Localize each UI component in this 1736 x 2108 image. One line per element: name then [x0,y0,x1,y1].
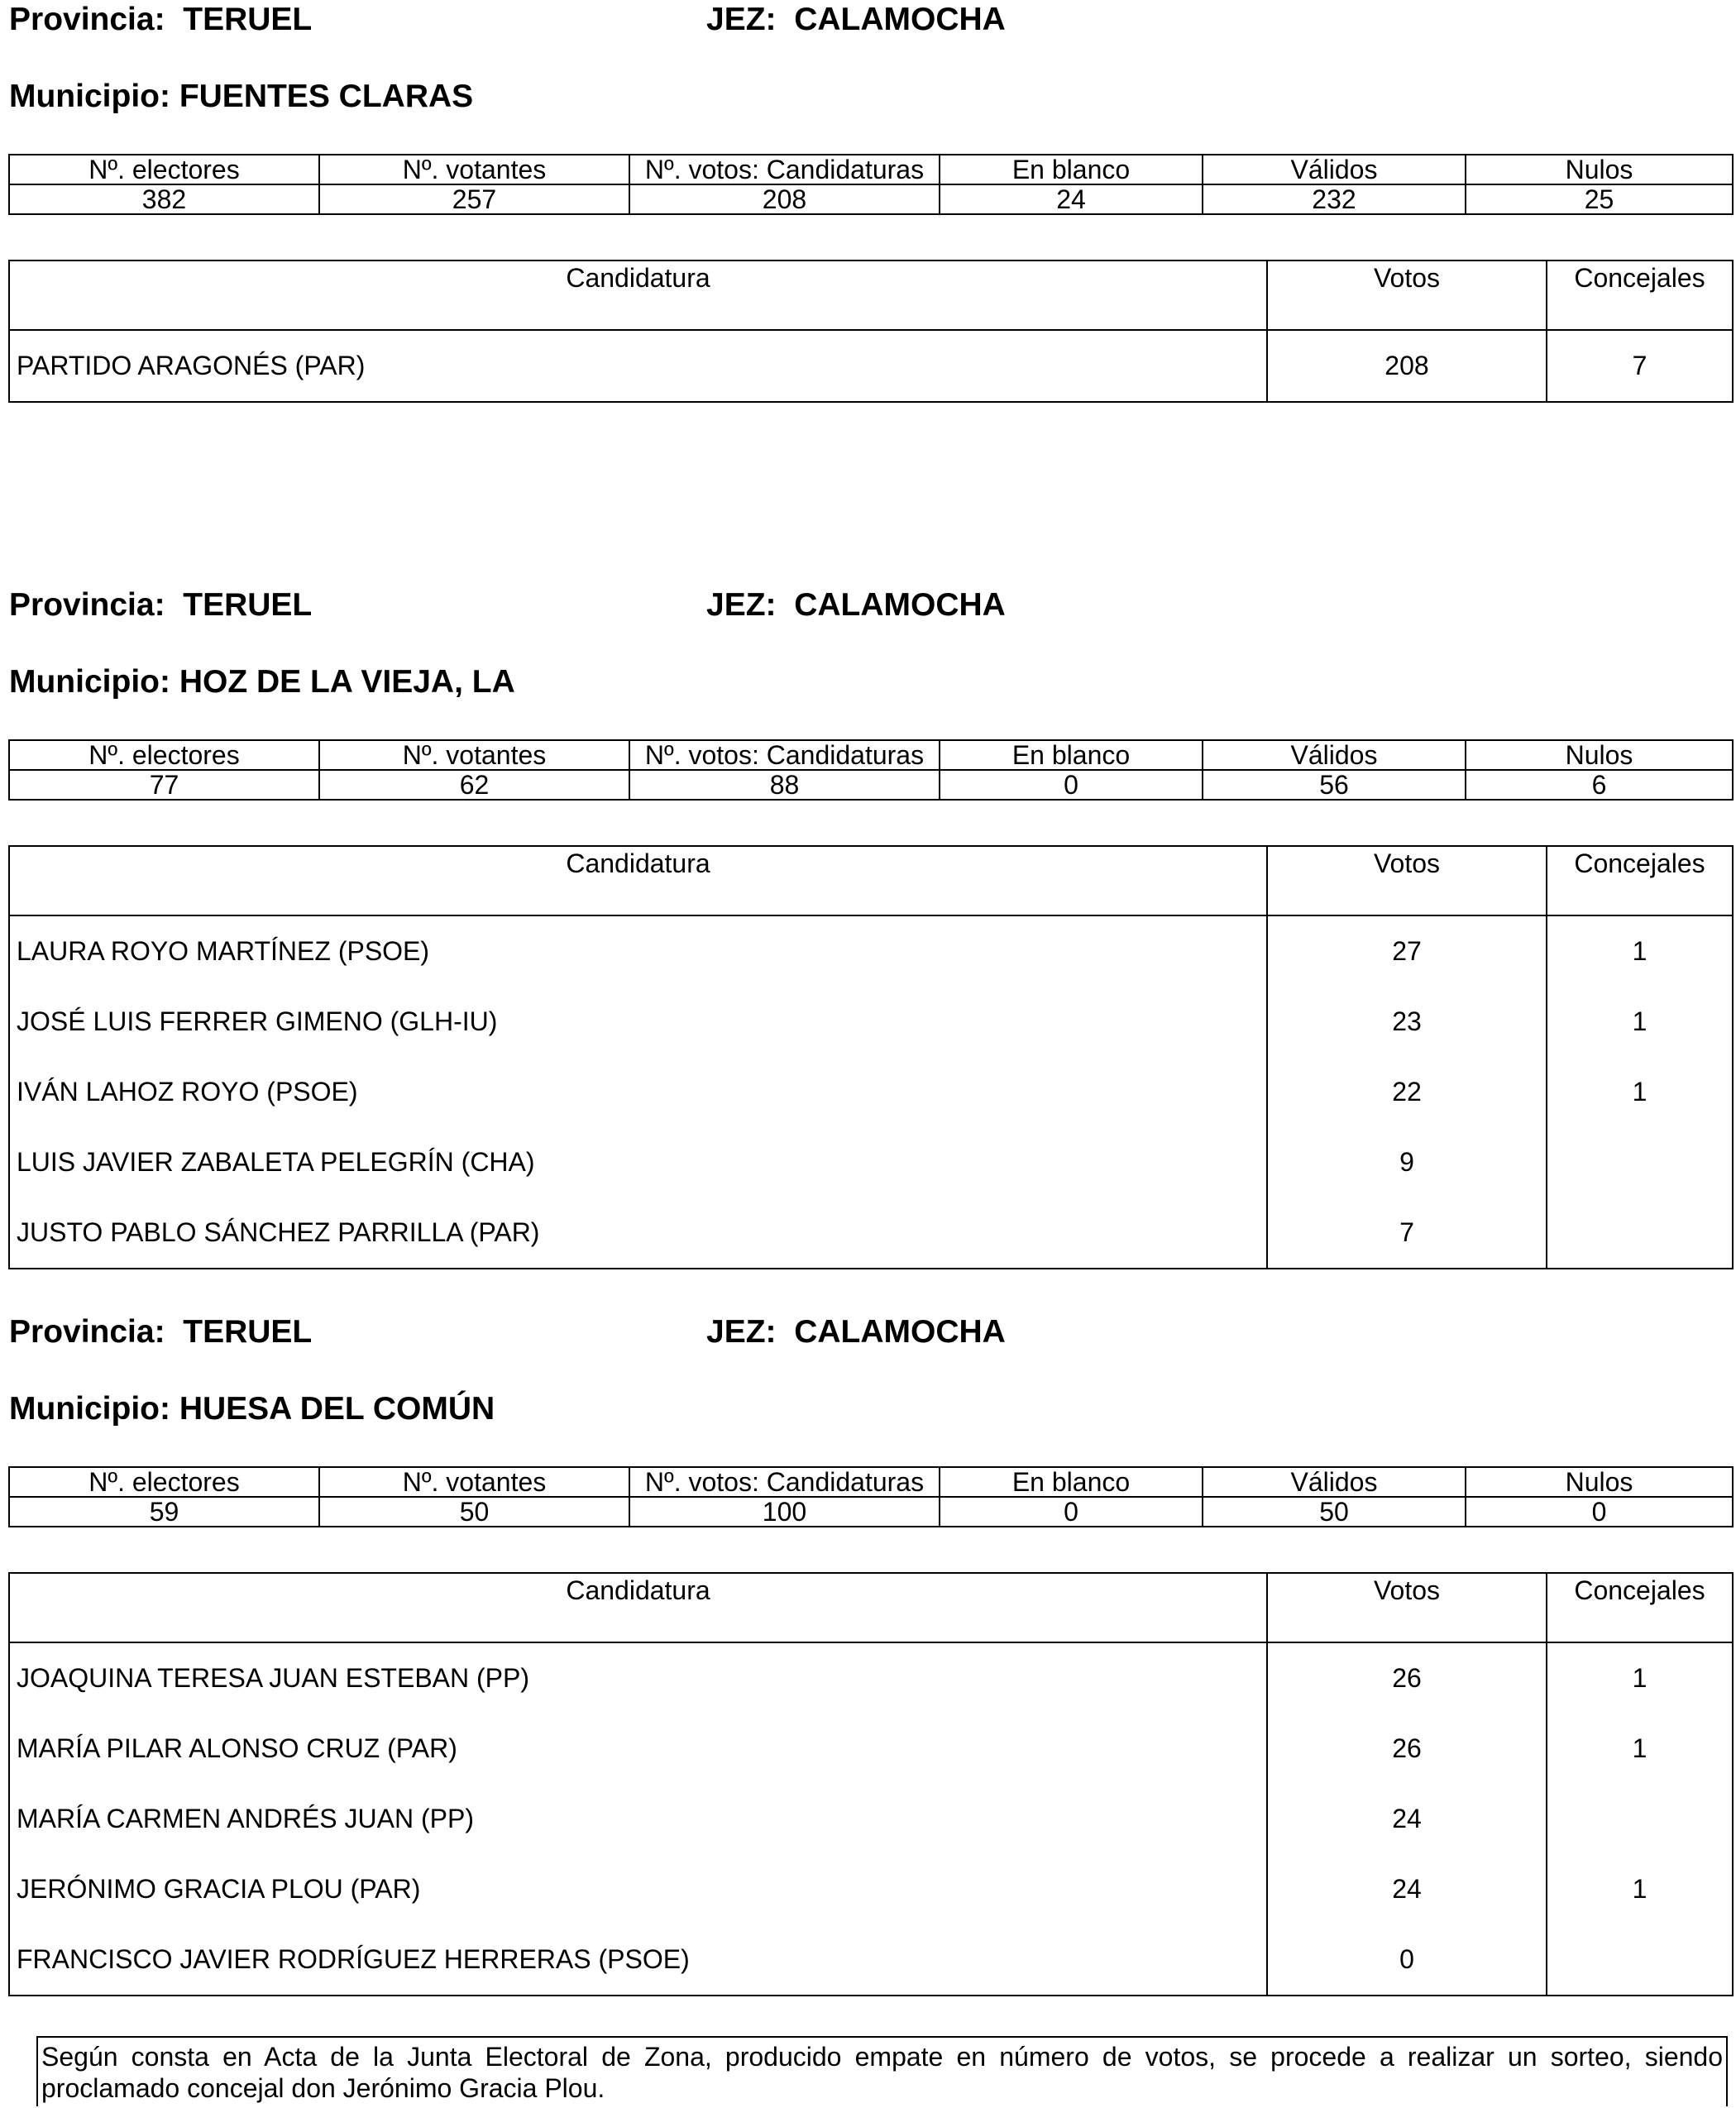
candidaturas-header-row [9,1573,1733,1642]
stats-header-cell: Nº. votantes [319,1467,629,1497]
jez-heading: JEZ: CALAMOCHA [706,2,1006,37]
stats-value-cell: 88 [629,770,940,800]
candidatura-votos: 7 [1267,1197,1547,1269]
candidatura-concejales [1547,1127,1733,1197]
table-row [9,1057,1733,1127]
candidatura-name: MARÍA CARMEN ANDRÉS JUAN (PP) [9,1784,1267,1854]
candidaturas-table [8,1572,1734,1996]
table-row [9,1127,1733,1197]
candidatura-name: JOAQUINA TERESA JUAN ESTEBAN (PP) [9,1642,1267,1714]
table-row [9,915,1733,987]
stats-header-cell: Nº. votos: Candidaturas [629,1467,940,1497]
stats-table [8,154,1734,215]
candidatura-concejales: 1 [1547,1714,1733,1784]
stats-value-cell: 6 [1466,770,1733,800]
candidatura-votos: 23 [1267,987,1547,1057]
candidatura-concejales: 1 [1547,1642,1733,1714]
stats-value-cell: 257 [319,184,629,214]
stats-table [8,1466,1734,1527]
candidatura-votos: 22 [1267,1057,1547,1127]
candidatura-name: MARÍA PILAR ALONSO CRUZ (PAR) [9,1714,1267,1784]
candidatura-votos: 208 [1267,330,1547,402]
candidatura-votos: 9 [1267,1127,1547,1197]
candidatura-name: LUIS JAVIER ZABALETA PELEGRÍN (CHA) [9,1127,1267,1197]
candidatura-votos: 24 [1267,1854,1547,1924]
stats-value-row [9,770,1733,800]
stats-header-row [9,740,1733,770]
sorteo-note [36,2036,1728,2106]
stats-value-row [9,184,1733,214]
candidatura-votos: 24 [1267,1784,1547,1854]
candidatura-header: Candidatura [9,1573,1267,1642]
stats-value-cell: 382 [9,184,319,214]
candidatura-name: FRANCISCO JAVIER RODRÍGUEZ HERRERAS (PSOE) [9,1924,1267,1996]
stats-header-cell: Válidos [1203,740,1466,770]
votos-header: Votos [1267,261,1547,330]
municipio-heading: Municipio: HOZ DE LA VIEJA, LA [9,664,515,700]
candidatura-votos: 26 [1267,1642,1547,1714]
candidaturas-table [8,260,1734,403]
stats-header-cell: Nº. votos: Candidaturas [629,740,940,770]
table-row [9,1854,1733,1924]
jez-heading: JEZ: CALAMOCHA [706,587,1006,623]
candidatura-votos: 0 [1267,1924,1547,1996]
stats-value-cell: 56 [1203,770,1466,800]
stats-value-cell: 25 [1466,184,1733,214]
votos-header: Votos [1267,846,1547,915]
concejales-header: Concejales [1547,1573,1733,1642]
table-row [9,987,1733,1057]
votos-header: Votos [1267,1573,1547,1642]
stats-value-cell: 0 [1466,1497,1733,1527]
provincia-heading: Provincia: TERUEL [9,1314,313,1350]
stats-header-row [9,155,1733,184]
stats-value-cell: 100 [629,1497,940,1527]
concejales-header: Concejales [1547,261,1733,330]
table-row [9,1924,1733,1996]
stats-header-cell: Válidos [1203,155,1466,184]
table-row [9,1784,1733,1854]
provincia-heading: Provincia: TERUEL [9,2,313,37]
stats-table [8,739,1734,801]
stats-value-cell: 59 [9,1497,319,1527]
stats-header-cell: Nº. votantes [319,740,629,770]
jez-heading: JEZ: CALAMOCHA [706,1314,1006,1350]
candidatura-concejales: 1 [1547,987,1733,1057]
table-row [9,330,1733,402]
candidatura-concejales [1547,1924,1733,1996]
stats-value-cell: 62 [319,770,629,800]
candidatura-name: JOSÉ LUIS FERRER GIMENO (GLH-IU) [9,987,1267,1057]
stats-value-cell: 50 [1203,1497,1466,1527]
stats-header-cell: Nulos [1466,1467,1733,1497]
sorteo-note-line1: Según consta en Acta de la Junta Electoral de Zona, producido empate en número de votos, se procede a realizar un sorteo, siendo [41,2042,1723,2072]
stats-header-cell: Nulos [1466,155,1733,184]
candidatura-votos: 26 [1267,1714,1547,1784]
municipio-heading: Municipio: FUENTES CLARAS [9,79,474,114]
concejales-header: Concejales [1547,846,1733,915]
candidatura-concejales: 1 [1547,915,1733,987]
stats-value-cell: 0 [940,770,1203,800]
provincia-heading: Provincia: TERUEL [9,587,313,623]
candidatura-header: Candidatura [9,261,1267,330]
stats-value-cell: 77 [9,770,319,800]
candidatura-name: JERÓNIMO GRACIA PLOU (PAR) [9,1854,1267,1924]
candidatura-concejales: 1 [1547,1057,1733,1127]
stats-header-cell: Válidos [1203,1467,1466,1497]
municipio-heading: Municipio: HUESA DEL COMÚN [9,1391,495,1427]
candidatura-name: LAURA ROYO MARTÍNEZ (PSOE) [9,915,1267,987]
table-row [9,1197,1733,1269]
stats-header-cell: Nulos [1466,740,1733,770]
candidatura-header: Candidatura [9,846,1267,915]
stats-value-cell: 232 [1203,184,1466,214]
table-row [9,1642,1733,1714]
candidaturas-header-row [9,261,1733,330]
candidatura-concejales: 7 [1547,330,1733,402]
stats-header-row [9,1467,1733,1497]
stats-header-cell: En blanco [940,155,1203,184]
stats-value-cell: 24 [940,184,1203,214]
stats-header-cell: Nº. electores [9,155,319,184]
stats-header-cell: Nº. votos: Candidaturas [629,155,940,184]
candidatura-name: IVÁN LAHOZ ROYO (PSOE) [9,1057,1267,1127]
stats-value-cell: 208 [629,184,940,214]
stats-header-cell: Nº. votantes [319,155,629,184]
candidaturas-table [8,845,1734,1269]
candidatura-name: PARTIDO ARAGONÉS (PAR) [9,330,1267,402]
stats-header-cell: En blanco [940,740,1203,770]
candidatura-concejales: 1 [1547,1854,1733,1924]
stats-header-cell: En blanco [940,1467,1203,1497]
candidatura-concejales [1547,1197,1733,1269]
stats-header-cell: Nº. electores [9,740,319,770]
stats-value-row [9,1497,1733,1527]
candidatura-votos: 27 [1267,915,1547,987]
candidatura-concejales [1547,1784,1733,1854]
table-row [9,1714,1733,1784]
candidaturas-header-row [9,846,1733,915]
sorteo-note-line2: proclamado concejal don Jerónimo Gracia Plou. [41,2073,605,2103]
stats-header-cell: Nº. electores [9,1467,319,1497]
candidatura-name: JUSTO PABLO SÁNCHEZ PARRILLA (PAR) [9,1197,1267,1269]
stats-value-cell: 0 [940,1497,1203,1527]
stats-value-cell: 50 [319,1497,629,1527]
